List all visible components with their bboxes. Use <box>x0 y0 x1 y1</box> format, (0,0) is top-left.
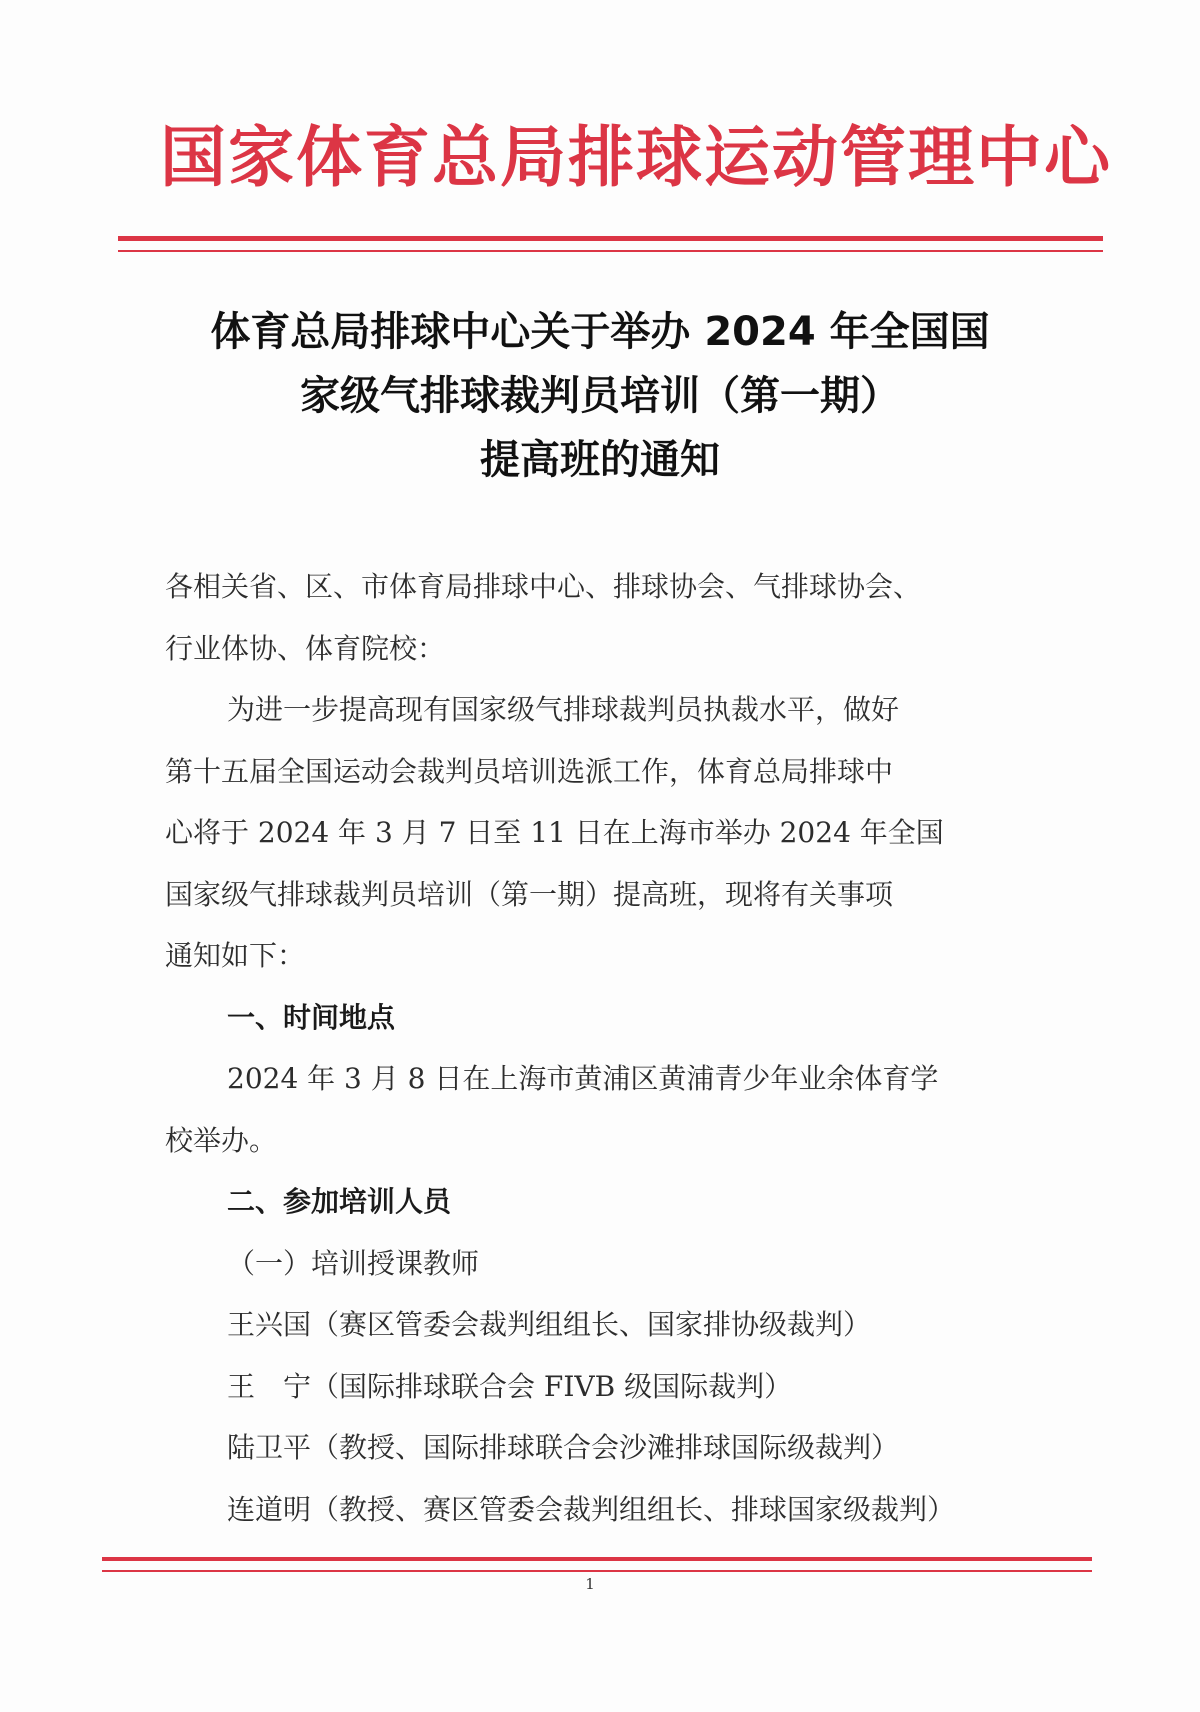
title-line-1: 体育总局排球中心关于举办 2024 年全国国 <box>210 309 990 355</box>
title-line-2: 家级气排球裁判员培训（第一期） <box>300 373 900 419</box>
section-1-line-2: 校举办。 <box>165 1123 278 1157</box>
letterhead-rule-thin <box>118 250 1103 252</box>
intro-line-1: 为进一步提高现有国家级气排球裁判员执裁水平，做好 <box>227 693 900 726</box>
teacher-item: 连道明（教授、赛区管委会裁判组组长、排球国家级裁判） <box>227 1492 956 1526</box>
intro-line-2: 第十五届全国运动会裁判员培训选派工作，体育总局排球中 <box>165 754 894 788</box>
intro-line-4: 国家级气排球裁判员培训（第一期）提高班，现将有关事项 <box>165 877 894 911</box>
letterhead-org-name: 国家体育总局排球运动管理中心 <box>160 119 1112 196</box>
teacher-item: 王 宁（国际排球联合会 FIVB 级国际裁判） <box>227 1369 793 1403</box>
section-1-line-1: 2024 年 3 月 8 日在上海市黄浦区黄浦青少年业余体育学 <box>227 1062 939 1095</box>
intro-line-3: 心将于 2024 年 3 月 7 日至 11 日在上海市举办 2024 年全国 <box>165 816 944 849</box>
teacher-item: 陆卫平（教授、国际排球联合会沙滩排球国际级裁判） <box>227 1431 900 1464</box>
footer-rule-thick <box>102 1557 1092 1561</box>
intro-line-5: 通知如下： <box>165 939 306 972</box>
title-line-3: 提高班的通知 <box>480 437 720 483</box>
section-2-subheading: （一）培训授课教师 <box>227 1246 480 1280</box>
footer-rule-thin <box>102 1570 1092 1572</box>
document-body <box>165 556 1025 1540</box>
letterhead-rule-thick <box>118 236 1103 241</box>
section-2-heading: 二、参加培训人员 <box>227 1185 452 1218</box>
addressee-line-2: 行业体协、体育院校： <box>165 631 446 665</box>
document-title <box>150 300 1050 492</box>
section-1-heading: 一、时间地点 <box>227 1000 396 1034</box>
addressee-line-1: 各相关省、区、市体育局排球中心、排球协会、气排球协会、 <box>165 570 922 603</box>
page-number: 1 <box>585 1575 595 1593</box>
teacher-item: 王兴国（赛区管委会裁判组组长、国家排协级裁判） <box>227 1308 872 1341</box>
